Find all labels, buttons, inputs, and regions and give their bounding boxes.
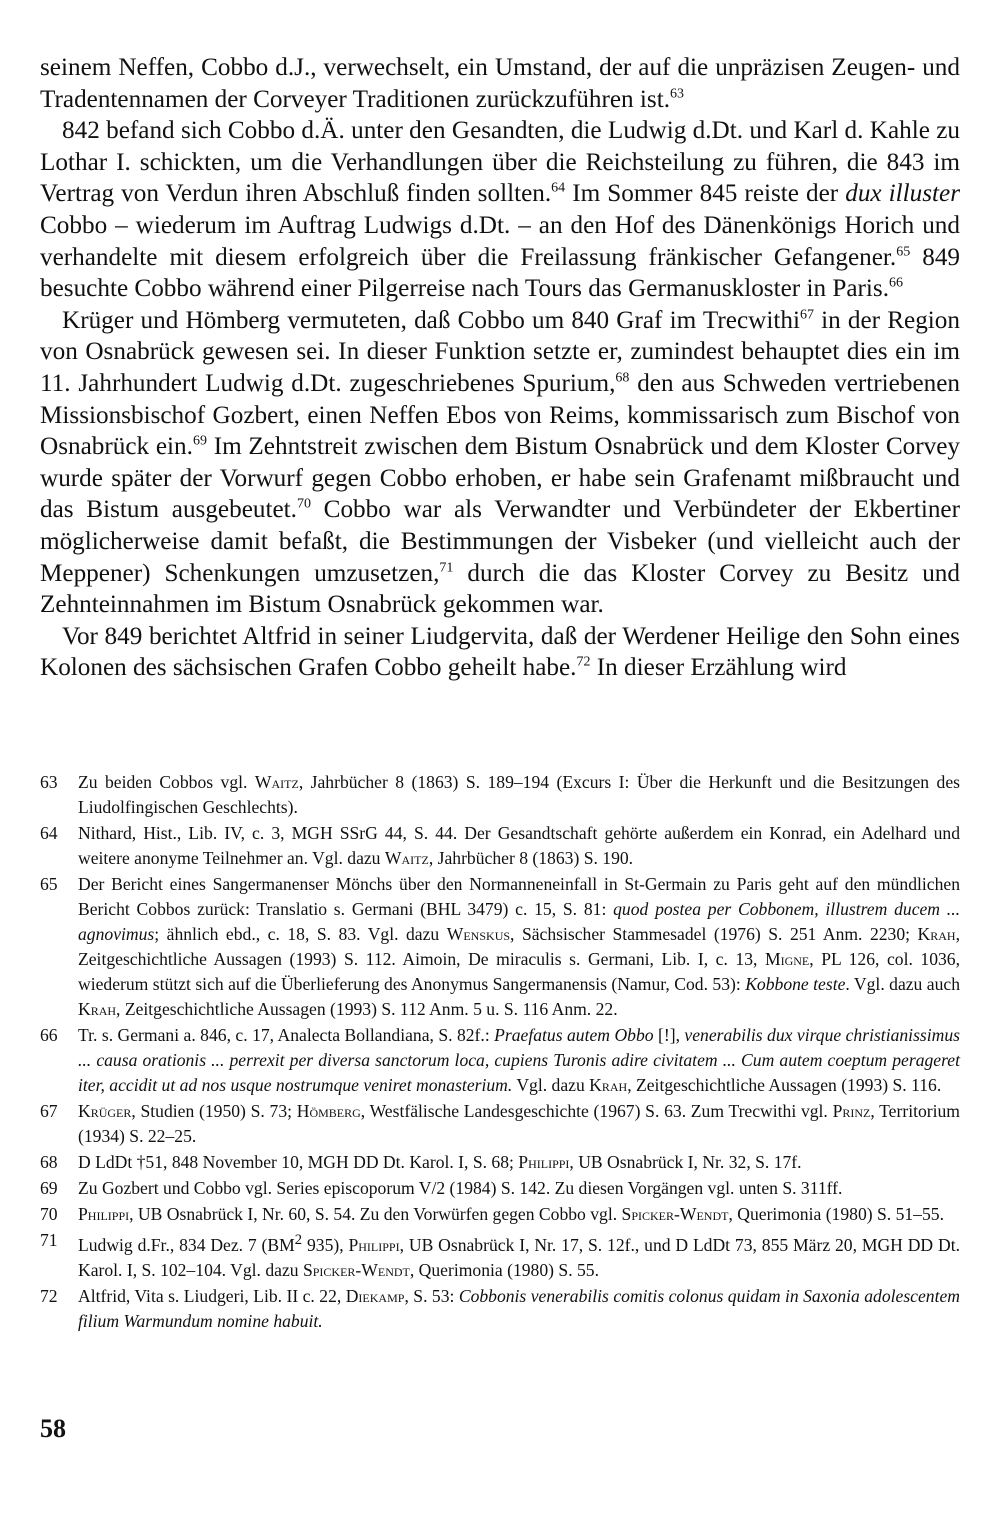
footnote-number: 69 [40,1178,58,1198]
text-span: Cobbo – wiederum im Auftrag Ludwigs d.Dt. – an den Hof des Dänenkönigs Horich und verhandelte mit diesem erfolgreich über die Freilassung fränkischer Gefangener. [40,211,960,271]
italic-text: dux illuster [845,180,960,208]
paragraph-1 [40,52,960,115]
footnote-text [78,1202,960,1227]
text-span: Im Zehntstreit zwischen dem Bistum Osnabrück und dem Kloster Corvey wurde später der Vorwurf gegen Cobbo erhoben, er habe sein Grafenamt mißbraucht und das Bistum ausgebeutet. [40,433,960,524]
footnote-text [78,1150,960,1175]
footnote-number: 63 [40,772,58,792]
footnote-ref: 66 [889,275,904,291]
text-span: , UB Osnabrück I, Nr. 60, S. 54. Zu den Vorwürfen gegen Cobbo vgl. [129,1204,622,1224]
text-span: Ludwig d.Fr., 834 Dez. 7 (BM [78,1234,295,1255]
text-span: In dieser Erzählung wird [590,654,847,682]
author-name: Philippi [348,1234,400,1255]
footnotes [40,770,960,1335]
text-span: Tr. s. Germani a. 846, c. 17, Analecta Bollandiana, S. 82f.: [78,1025,495,1045]
text-span: Im Sommer 845 reiste der [565,180,846,208]
footnote-ref: 69 [192,433,207,449]
text-span: [!], [653,1025,685,1045]
body-text [40,52,960,684]
author-name: Spicker-Wendt [302,1259,410,1280]
footnote-number: 64 [40,823,58,843]
paragraph-4 [40,621,960,684]
footnote-text [78,1176,960,1201]
text-span: Cobbo war als Verwandter und Verbündeter der Ekbertiner möglicherweise damit befaßt, die Bestimmungen der Visbeker (und vielleicht auch der Meppener) Schenkungen umzusetzen, [40,496,960,587]
text-span: Nithard, Hist., Lib. IV, c. 3, MGH SSrG 44, S. 44. Der Gesandtschaft gehörte außerdem ein Konrad, ein Adelhard und weitere anonyme Teilnehmer an. Vgl. dazu [78,823,960,868]
footnote-72 [40,1284,960,1334]
author-name: Krüger [78,1101,132,1121]
footnote-ref: 67 [799,307,814,323]
text-span: ; ähnlich ebd., c. 18, S. 83. Vgl. dazu [154,924,447,944]
author-name: Krah [917,924,956,944]
author-name: Philippi [518,1152,570,1172]
footnote-67 [40,1099,960,1149]
author-name: Philippi [78,1204,130,1224]
text-span: , Zeitgeschichtliche Aussagen (1993) S. 112. Aimoin, De miraculis s. Germani, Lib. I, c. 13, [78,924,960,969]
text-span: Vgl. dazu [512,1075,590,1095]
footnote-text [78,1228,960,1283]
footnote-ref: 65 [896,244,911,260]
text-span: seinem Neffen, Cobbo d.J., verwechselt, ein Umstand, der auf die unpräzisen Zeugen- und Tradentennamen der Corveyer Traditionen zurückzuführen ist. [40,54,960,113]
italic-text: Cobbonis venerabilis comitis colonus quidam in Saxonia adolescentem filium Warmundum nomine habuit. [78,1285,961,1331]
footnote-71 [40,1228,960,1283]
text-span: , Zeitgeschichtliche Aussagen (1993) S. 112 Anm. 5 u. S. 116 Anm. 22. [116,999,618,1019]
footnote-ref: 64 [551,180,566,196]
text-span: Vor 849 berichtet Altfrid in seiner Liudgervita, daß der Werdener Heilige den Sohn eines Kolonen des sächsischen Grafen Cobbo geheilt habe. [40,622,960,682]
text-span: , UB Osnabrück I, Nr. 32, S. 17f. [569,1152,802,1172]
paragraph-3 [40,305,960,621]
paragraph-2 [40,115,960,305]
author-name: Migne [764,949,810,969]
footnote-text [78,1284,960,1334]
text-span: , Westfälische Landesgeschichte (1967) S. 63. Zum Trecwithi vgl. [360,1101,833,1121]
text-span: Krüger und Hömberg vermuteten, daß Cobbo um 840 Graf im Trecwithi [62,306,800,334]
text-span: 849 besuchte Cobbo während einer Pilgerreise nach Tours das Germanuskloster in Paris. [40,243,961,303]
footnote-63 [40,770,960,820]
text-span: , Jahrbücher 8 (1863) S. 189–194 (Excurs I: Über die Herkunft und die Besitzungen des Liudolfingischen Geschlechts). [78,772,960,817]
footnote-ref: 70 [296,496,311,512]
author-name: Diekamp [345,1285,405,1306]
author-name: Prinz [832,1101,871,1121]
footnote-text [78,1099,960,1149]
italic-text: Praefatus autem Obbo [494,1025,654,1045]
text-span: Zu Gozbert und Cobbo vgl. Series episcoporum V/2 (1984) S. 142. Zu diesen Vorgängen vgl. unten S. 311ff. [78,1178,843,1198]
footnote-text [78,1023,960,1098]
footnote-number: 67 [40,1101,58,1121]
footnote-ref: 71 [439,560,454,576]
text-span: in der Region von Osnabrück gewesen sei. In dieser Funktion setzte er, zumindest behauptet dies ein im 11. Jahrhundert Ludwig d.Dt. zugeschriebenes Spurium, [40,306,960,397]
superscript: 2 [294,1232,303,1248]
text-span: , Zeitgeschichtliche Aussagen (1993) S. 116. [627,1075,942,1095]
text-span: , Querimonia (1980) S. 55. [409,1259,599,1280]
footnote-68 [40,1150,960,1175]
footnote-text [78,821,960,871]
footnote-text [78,872,960,1022]
footnote-69 [40,1176,960,1201]
footnote-number: 66 [40,1025,58,1045]
footnote-65 [40,872,960,1022]
author-name: Wenskus [446,924,511,944]
footnote-66 [40,1023,960,1098]
text-span: 842 befand sich Cobbo d.Ä. unter den Gesandten, die Ludwig d.Dt. und Karl d. Kahle zu Lothar I. schickten, um die Verhandlungen über die Reichsteilung zu führen, die 843 im Vertrag von Verdun ihren Abschluß finden sollten. [40,117,960,208]
author-name: Hömberg [296,1101,361,1121]
footnote-number: 72 [40,1285,58,1306]
footnote-70 [40,1202,960,1227]
author-name: Waitz [384,848,429,868]
footnote-number: 70 [40,1204,58,1224]
text-span: , Studien (1950) S. 73; [131,1101,297,1121]
italic-text: Kobbone teste [745,974,846,994]
text-span: den aus Schweden vertriebenen Missionsbischof Gozbert, einen Neffen Ebos von Reims, kommissarisch zum Bischof von Osnabrück ein. [40,369,960,461]
text-span: , S. 53: [404,1285,459,1306]
text-span: Zu beiden Cobbos vgl. [78,772,255,792]
author-name: Waitz [254,772,299,792]
text-span: durch die das Kloster Corvey zu Besitz und Zehnteinnahmen im Bistum Osnabrück gekommen war. [40,559,960,619]
italic-text: quod postea per Cobbonem, illustrem ducem ... agnovimus [78,899,960,944]
footnote-number: 65 [40,874,58,894]
footnote-ref: 63 [670,86,684,102]
footnote-number: 68 [40,1152,58,1172]
text-span: , Territorium (1934) S. 22–25. [78,1101,960,1146]
text-span: , UB Osnabrück I, Nr. 17, S. 12f., und D LdDt 73, 855 März 20, MGH DD Dt. Karol. I, S. 102–104. Vgl. dazu [78,1234,960,1280]
author-name: Spicker-Wendt [621,1204,729,1224]
author-name: Krah [589,1075,628,1095]
footnote-text [78,770,960,820]
text-span: , Querimonia (1980) S. 51–55. [728,1204,944,1224]
text-span: , PL 126, col. 1036, wiederum stützt sich auf die Überlieferung des Anonymus Sangermanensis (Namur, Cod. 53): [78,949,961,994]
text-span: Der Bericht eines Sangermanenser Mönchs über den Normanneneinfall in St-Germain zu Paris geht auf den mündlichen Bericht Cobbos zurück: Translatio s. Germani (BHL 3479) c. 15, S. 81: [78,874,960,919]
footnote-ref: 68 [615,370,630,386]
text-span: Altfrid, Vita s. Liudgeri, Lib. II c. 22, [78,1285,346,1306]
text-span: , Sächsischer Stammesadel (1976) S. 251 Anm. 2230; [510,924,918,944]
italic-text: venerabilis dux virque christianissimus ... causa orationis ... perrexit per diversa sanctorum loca, cupiens Turonis adire civitatem ... Cum autem coeptum perageret iter, accidit ut ad nos usque nostrumque veniret monasterium. [78,1025,960,1095]
text-span: D LdDt †51, 848 November 10, MGH DD Dt. Karol. I, S. 68; [78,1152,519,1172]
footnote-64 [40,821,960,871]
text-span: , Jahrbücher 8 (1863) S. 190. [428,848,634,868]
page-number: 58 [40,1414,66,1443]
author-name: Krah [78,999,117,1019]
text-span: 935), [302,1234,349,1255]
main-text [40,52,960,684]
footnote-number: 71 [40,1230,58,1250]
footnote-ref: 72 [576,654,591,670]
text-span: . Vgl. dazu auch [845,974,961,994]
